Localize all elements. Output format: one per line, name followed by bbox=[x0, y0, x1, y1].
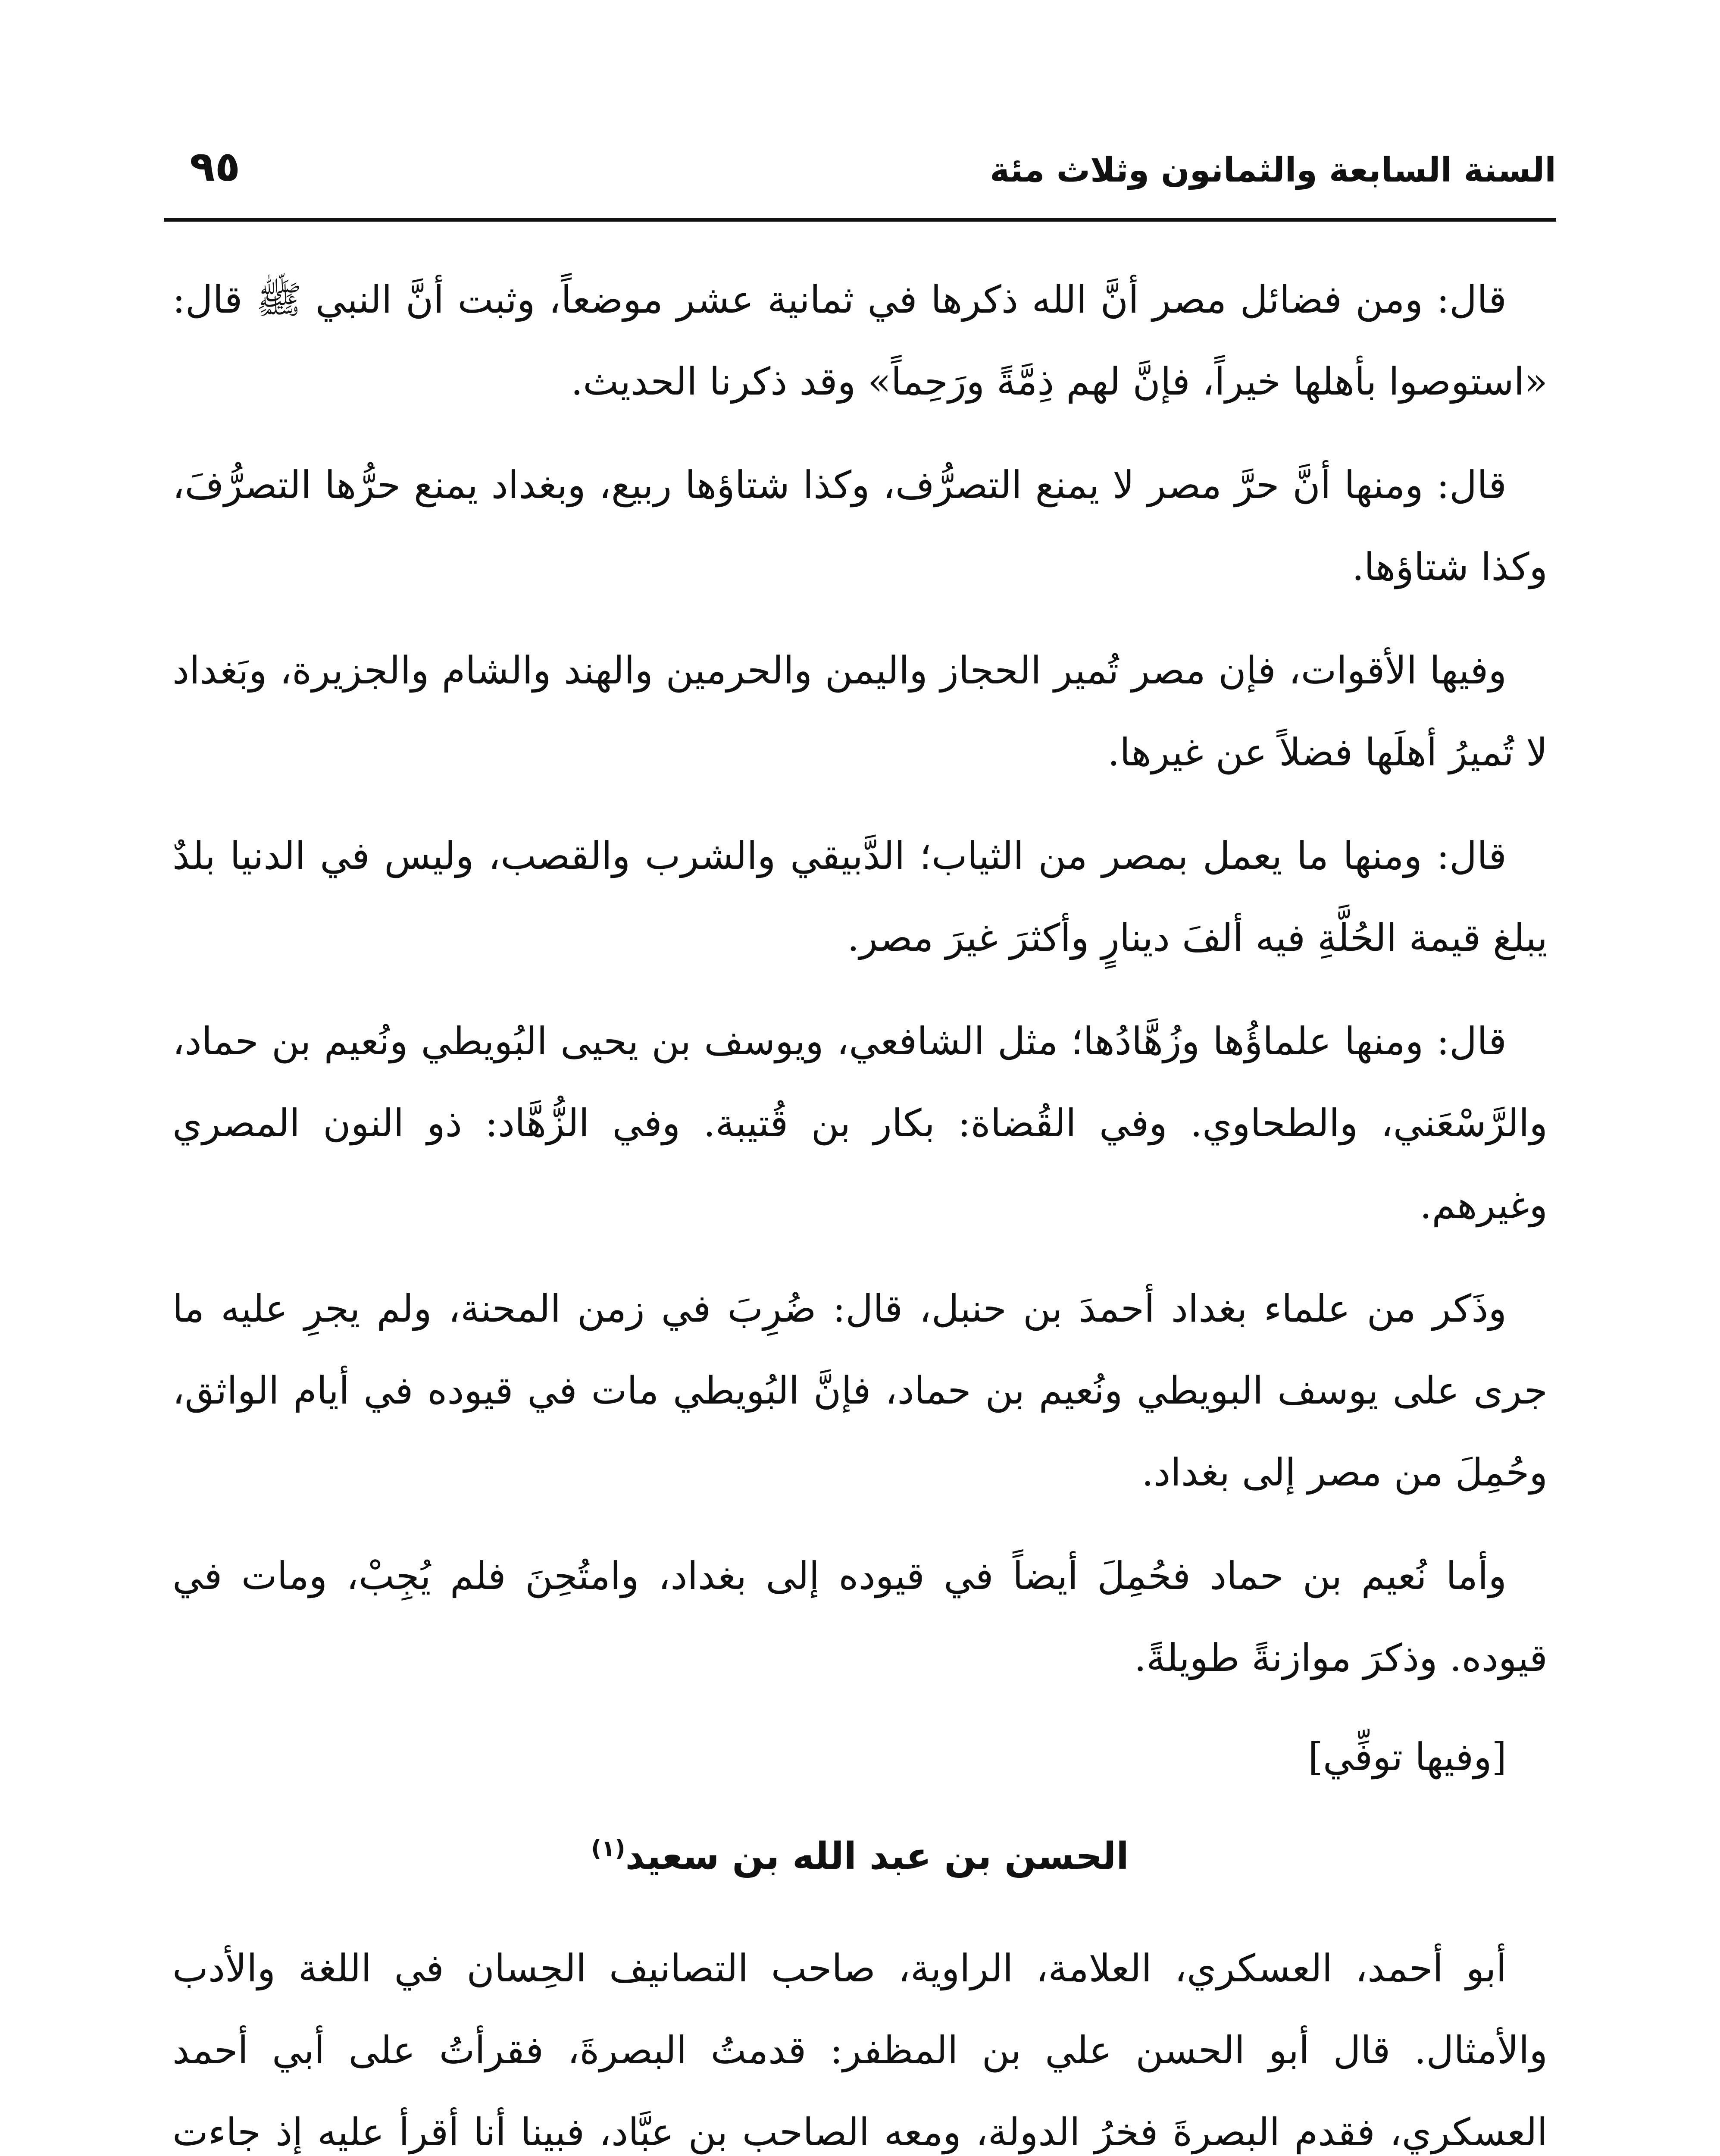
paragraph: قال: ومنها أنَّ حرَّ مصر لا يمنع التصرُّف، وكذا شتاؤها ربيع، وبغداد يمنع حرُّها التصرُّفَ، وكذا شتاؤها. bbox=[172, 463, 1548, 589]
paragraph: وأما نُعيم بن حماد فحُمِلَ أيضاً في قيوده إلى بغداد، وامتُحِنَ فلم يُجِبْ، ومات في قيوده. وذكرَ موازنةً طويلةً. bbox=[172, 1554, 1548, 1680]
paragraph: قال: ومنها ما يعمل بمصر من الثياب؛ الدَّبيقي والشرب والقصب، وليس في الدنيا بلدٌ يبلغ قيمة الحُلَّةِ فيه ألفَ دينارٍ وأكثرَ غيرَ مصر. bbox=[172, 834, 1548, 960]
paragraph: قال: ومن فضائل مصر أنَّ الله ذكرها في ثمانية عشر موضعاً، وثبت أنَّ النبي ﷺ قال: «استوصوا بأهلها خيراً، فإنَّ لهم ذِمَّةً ورَحِماً» وقد ذكرنا الحديث. bbox=[172, 277, 1548, 404]
biography-heading bbox=[172, 1824, 1548, 1889]
main-text bbox=[172, 259, 1548, 2156]
paragraph: وفيها الأقوات، فإن مصر تُمير الحجاز واليمن والحرمين والهند والشام والجزيرة، وبَغداد لا تُميرُ أهلَها فضلاً عن غيرها. bbox=[172, 648, 1548, 774]
biography-paragraph: أبو أحمد، العسكري، العلامة، الراوية، صاحب التصانيف الحِسان في اللغة والأدب والأمثال. قال أبو الحسن علي بن المظفر: قدمتُ البصرةَ، فقرأتُ على أبي أحمد العسكري، فقدم البصرةَ فخرُ الدولة، ومعه الصاحب بن عبَّاد، فبينا أنا أقرأ عليه إذ جاءت bbox=[172, 1946, 1548, 2154]
paragraph: قال: ومنها علماؤُها وزُهَّادُها؛ مثل الشافعي، ويوسف بن يحيى البُويطي ونُعيم بن حماد، والرَّسْعَني، والطحاوي. وفي القُضاة: بكار بن قُتيبة. وفي الزُّهَّاد: ذو النون المصري وغيرهم. bbox=[172, 1019, 1548, 1227]
page-number: ٩٥ bbox=[190, 142, 241, 191]
running-title: السنة السابعة والثمانون وثلاث مئة bbox=[990, 151, 1556, 190]
page-header bbox=[164, 142, 1556, 207]
footnote-marker: (١) bbox=[591, 1836, 625, 1862]
paragraph: وذَكر من علماء بغداد أحمدَ بن حنبل، قال: ضُرِبَ في زمن المحنة، ولم يجرِ عليه ما جرى على يوسف البويطي ونُعيم بن حماد، فإنَّ البُويطي مات في قيوده في أيام الواثق، وحُمِلَ من مصر إلى بغداد. bbox=[172, 1286, 1548, 1495]
header-rule bbox=[164, 218, 1556, 222]
heading-text: الحسن بن عبد الله بن سعيد bbox=[625, 1835, 1129, 1878]
bracket-note: [وفيها توفِّي] bbox=[1308, 1735, 1507, 1779]
